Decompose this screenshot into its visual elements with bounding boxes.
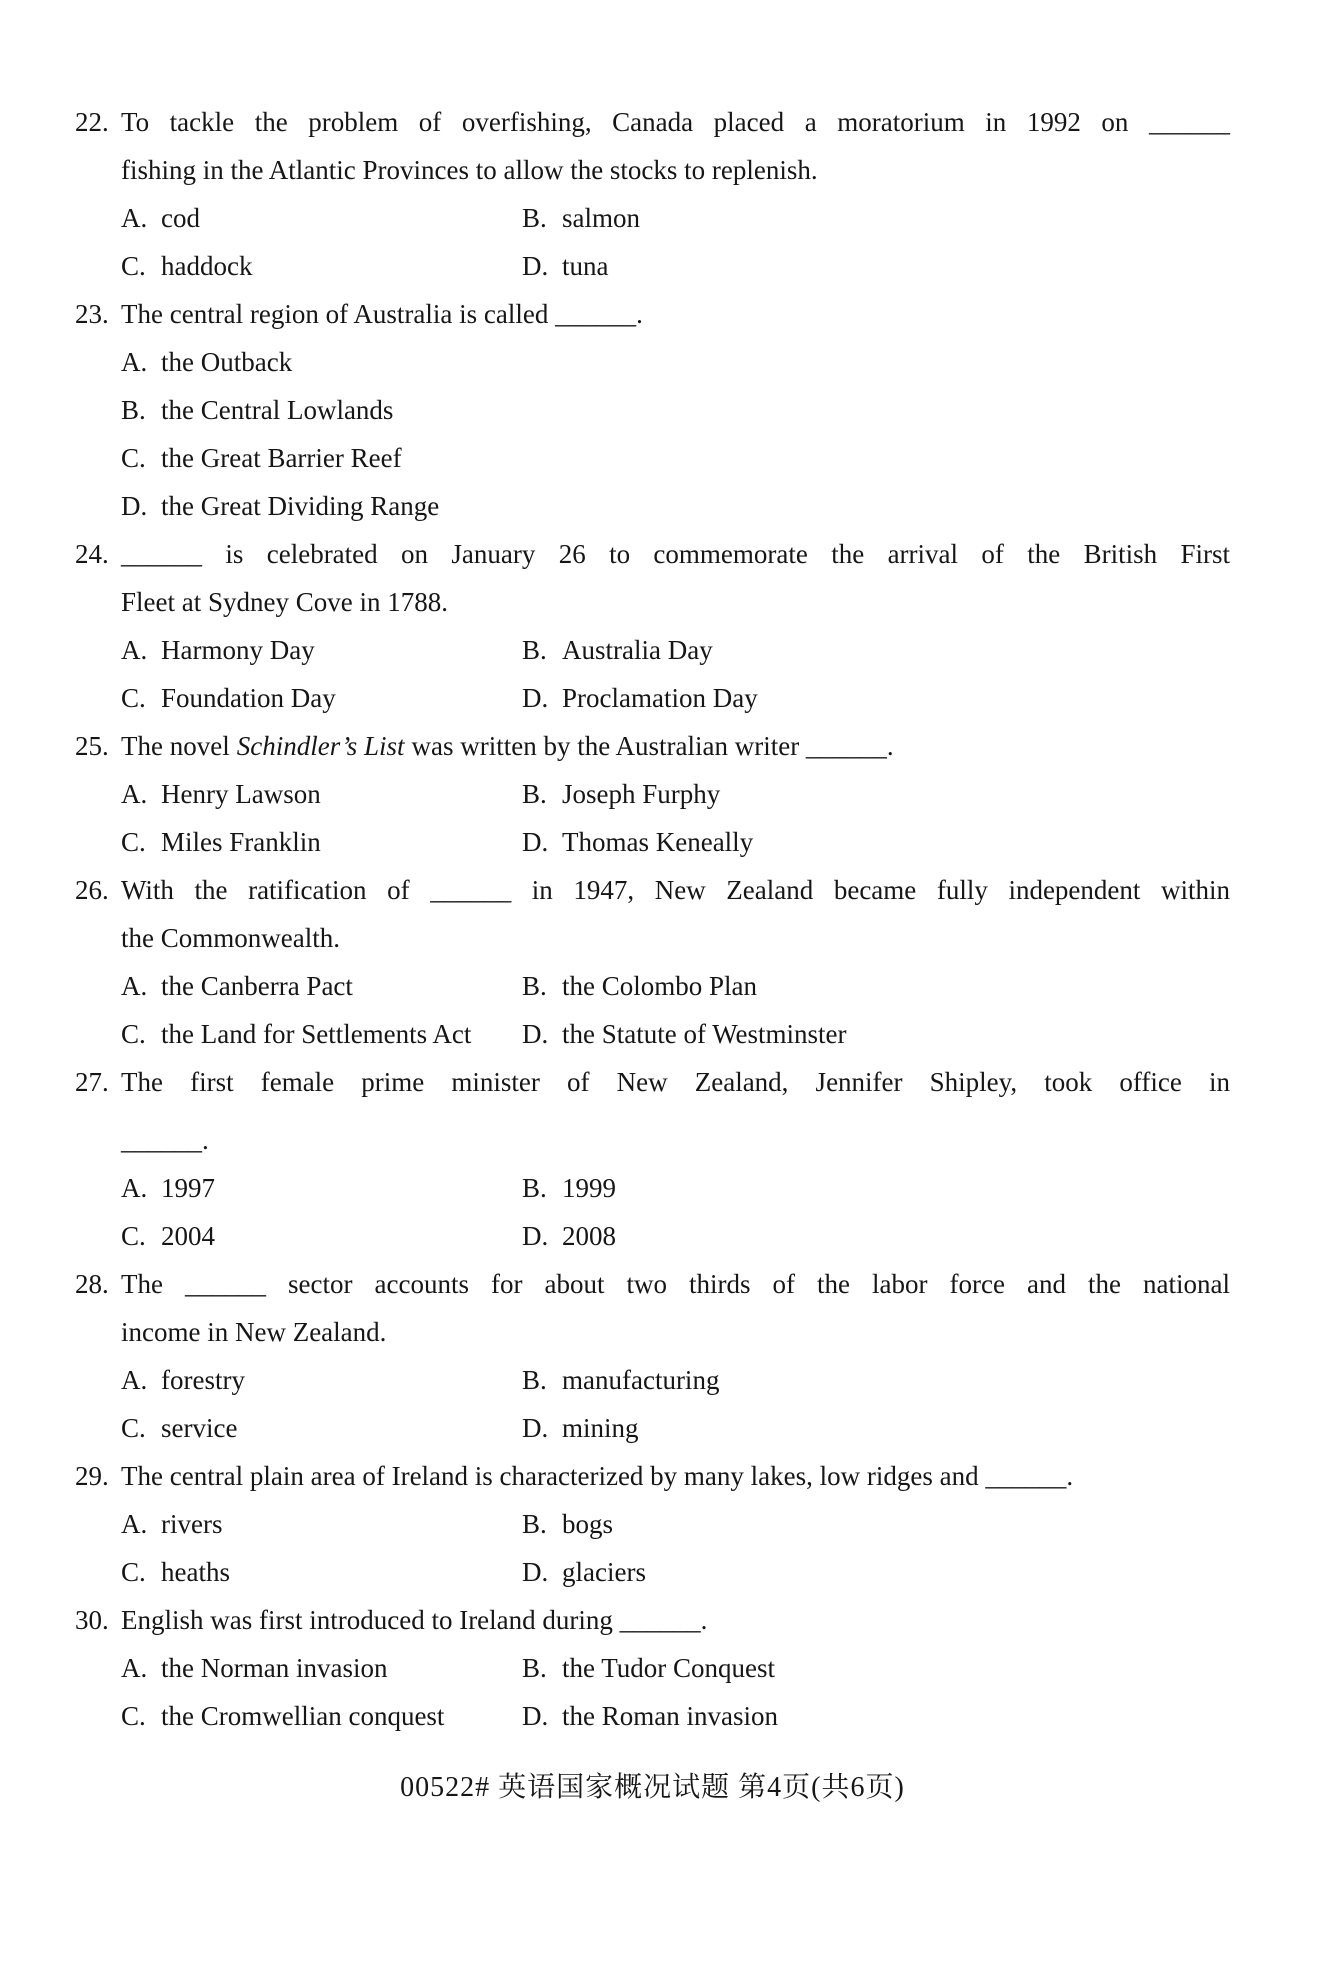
option-text: forestry <box>161 1365 245 1395</box>
question-number: 22. <box>75 107 109 137</box>
option-c <box>121 1548 522 1596</box>
option-label: C. <box>121 1701 146 1731</box>
option-b <box>522 1164 1230 1212</box>
option-text: the Norman invasion <box>161 1653 388 1683</box>
option-a <box>121 1644 522 1692</box>
option-label: C. <box>121 683 146 713</box>
option-b <box>522 1500 1230 1548</box>
stem-line: The central region of Australia is called ______. <box>121 299 643 329</box>
option-text: salmon <box>562 203 640 233</box>
option-label: A. <box>121 203 148 233</box>
option-label: D. <box>522 1019 549 1049</box>
option-d <box>522 1212 1230 1260</box>
option-text: the Cromwellian conquest <box>161 1701 445 1731</box>
stem-line: Fleet at Sydney Cove in 1788. <box>121 587 448 617</box>
question-number: 24. <box>75 539 109 569</box>
stem-line: The ______ sector accounts for about two thirds of the labor force and the national <box>121 1269 1230 1299</box>
question-23 <box>75 290 1230 530</box>
option-text: bogs <box>562 1509 614 1539</box>
option-text: the Land for Settlements Act <box>161 1019 472 1049</box>
option-b <box>522 1644 1230 1692</box>
option-a <box>121 338 1230 386</box>
option-text: manufacturing <box>562 1365 720 1395</box>
option-d <box>522 674 1230 722</box>
option-a <box>121 194 522 242</box>
exam-page-content <box>75 98 1230 1810</box>
stem-line: income in New Zealand. <box>121 1317 387 1347</box>
option-text: the Central Lowlands <box>161 395 394 425</box>
option-label: A. <box>121 1173 148 1203</box>
option-d <box>522 1404 1230 1452</box>
option-label: C. <box>121 1221 146 1251</box>
question-27 <box>75 1058 1230 1260</box>
question-29 <box>75 1452 1230 1596</box>
stem-text: The novel <box>121 731 230 761</box>
question-30 <box>75 1596 1230 1740</box>
option-label: D. <box>522 1413 549 1443</box>
option-text: 2004 <box>161 1221 215 1251</box>
option-label: D. <box>121 491 148 521</box>
option-label: A. <box>121 971 148 1001</box>
book-title: Schindler’s List <box>236 731 405 761</box>
option-text: Australia Day <box>562 635 713 665</box>
question-22 <box>75 98 1230 290</box>
option-c <box>121 1212 522 1260</box>
question-number: 26. <box>75 875 109 905</box>
option-label: B. <box>522 203 547 233</box>
option-text: the Tudor Conquest <box>562 1653 776 1683</box>
option-label: D. <box>522 251 549 281</box>
option-text: heaths <box>161 1557 230 1587</box>
option-label: C. <box>121 251 146 281</box>
option-d <box>522 242 1230 290</box>
option-text: Henry Lawson <box>161 779 321 809</box>
option-label: B. <box>522 971 547 1001</box>
option-label: B. <box>121 395 146 425</box>
option-text: Thomas Keneally <box>562 827 754 857</box>
option-label: C. <box>121 443 146 473</box>
stem-line: The central plain area of Ireland is characterized by many lakes, low ridges and ______. <box>121 1461 1074 1491</box>
option-text: mining <box>562 1413 639 1443</box>
option-label: A. <box>121 1653 148 1683</box>
option-text: 1997 <box>161 1173 215 1203</box>
option-text: glaciers <box>562 1557 646 1587</box>
option-text: Foundation Day <box>161 683 336 713</box>
option-text: the Roman invasion <box>562 1701 778 1731</box>
question-number: 27. <box>75 1067 109 1097</box>
option-text: service <box>161 1413 238 1443</box>
option-label: A. <box>121 1365 148 1395</box>
option-label: B. <box>522 779 547 809</box>
option-b <box>522 770 1230 818</box>
option-b <box>121 386 1230 434</box>
stem-line: English was first introduced to Ireland during ______. <box>121 1605 708 1635</box>
stem-text: was written by the Australian writer ______. <box>411 731 894 761</box>
stem-line: fishing in the Atlantic Provinces to allow the stocks to replenish. <box>121 155 818 185</box>
option-c <box>121 818 522 866</box>
question-26 <box>75 866 1230 1058</box>
option-label: B. <box>522 1365 547 1395</box>
option-c <box>121 1692 522 1740</box>
option-text: the Outback <box>161 347 293 377</box>
option-text: Proclamation Day <box>562 683 758 713</box>
option-label: A. <box>121 779 148 809</box>
option-text: the Great Barrier Reef <box>161 443 402 473</box>
option-d <box>522 1692 1230 1740</box>
option-d <box>522 818 1230 866</box>
option-a <box>121 1356 522 1404</box>
option-text: the Colombo Plan <box>562 971 757 1001</box>
option-label: D. <box>522 683 549 713</box>
option-text: 2008 <box>562 1221 616 1251</box>
stem-line <box>121 722 1230 770</box>
question-28 <box>75 1260 1230 1452</box>
option-text: the Great Dividing Range <box>161 491 440 521</box>
question-number: 25. <box>75 731 109 761</box>
option-c <box>121 434 1230 482</box>
option-d <box>522 1010 1230 1058</box>
option-text: cod <box>161 203 200 233</box>
option-text: Harmony Day <box>161 635 315 665</box>
option-label: B. <box>522 1173 547 1203</box>
stem-line: ______. <box>121 1125 209 1155</box>
option-label: B. <box>522 1653 547 1683</box>
question-25 <box>75 722 1230 866</box>
stem-line: ______ is celebrated on January 26 to commemorate the arrival of the British First <box>121 539 1230 569</box>
stem-line: The first female prime minister of New Zealand, Jennifer Shipley, took office in <box>121 1067 1230 1097</box>
option-d <box>522 1548 1230 1596</box>
option-text: the Canberra Pact <box>161 971 353 1001</box>
question-number: 29. <box>75 1461 109 1491</box>
option-label: A. <box>121 635 148 665</box>
option-text: tuna <box>562 251 609 281</box>
option-b <box>522 962 1230 1010</box>
page-footer: 00522# 英语国家概况试题 第4页(共6页) <box>400 1772 905 1803</box>
stem-line: With the ratification of ______ in 1947, New Zealand became fully independent within <box>121 875 1230 905</box>
question-24 <box>75 530 1230 722</box>
option-a <box>121 626 522 674</box>
option-text: Miles Franklin <box>161 827 321 857</box>
option-label: D. <box>522 1221 549 1251</box>
option-c <box>121 242 522 290</box>
option-label: C. <box>121 1557 146 1587</box>
option-label: A. <box>121 347 148 377</box>
question-number: 30. <box>75 1605 109 1635</box>
option-text: haddock <box>161 251 253 281</box>
option-a <box>121 962 522 1010</box>
option-label: B. <box>522 1509 547 1539</box>
option-text: the Statute of Westminster <box>562 1019 847 1049</box>
option-text: Joseph Furphy <box>562 779 721 809</box>
option-a <box>121 1164 522 1212</box>
option-a <box>121 1500 522 1548</box>
option-b <box>522 1356 1230 1404</box>
option-label: B. <box>522 635 547 665</box>
option-c <box>121 674 522 722</box>
option-c <box>121 1010 522 1058</box>
option-label: C. <box>121 1019 146 1049</box>
option-label: A. <box>121 1509 148 1539</box>
option-a <box>121 770 522 818</box>
question-number: 28. <box>75 1269 109 1299</box>
option-text: rivers <box>161 1509 223 1539</box>
option-label: D. <box>522 827 549 857</box>
question-number: 23. <box>75 299 109 329</box>
option-b <box>522 626 1230 674</box>
stem-line: the Commonwealth. <box>121 923 340 953</box>
option-label: C. <box>121 1413 146 1443</box>
option-c <box>121 1404 522 1452</box>
option-d <box>121 482 1230 530</box>
option-b <box>522 194 1230 242</box>
stem-line: To tackle the problem of overfishing, Canada placed a moratorium in 1992 on ______ <box>121 107 1230 137</box>
option-label: C. <box>121 827 146 857</box>
option-label: D. <box>522 1557 549 1587</box>
option-label: D. <box>522 1701 549 1731</box>
option-text: 1999 <box>562 1173 616 1203</box>
